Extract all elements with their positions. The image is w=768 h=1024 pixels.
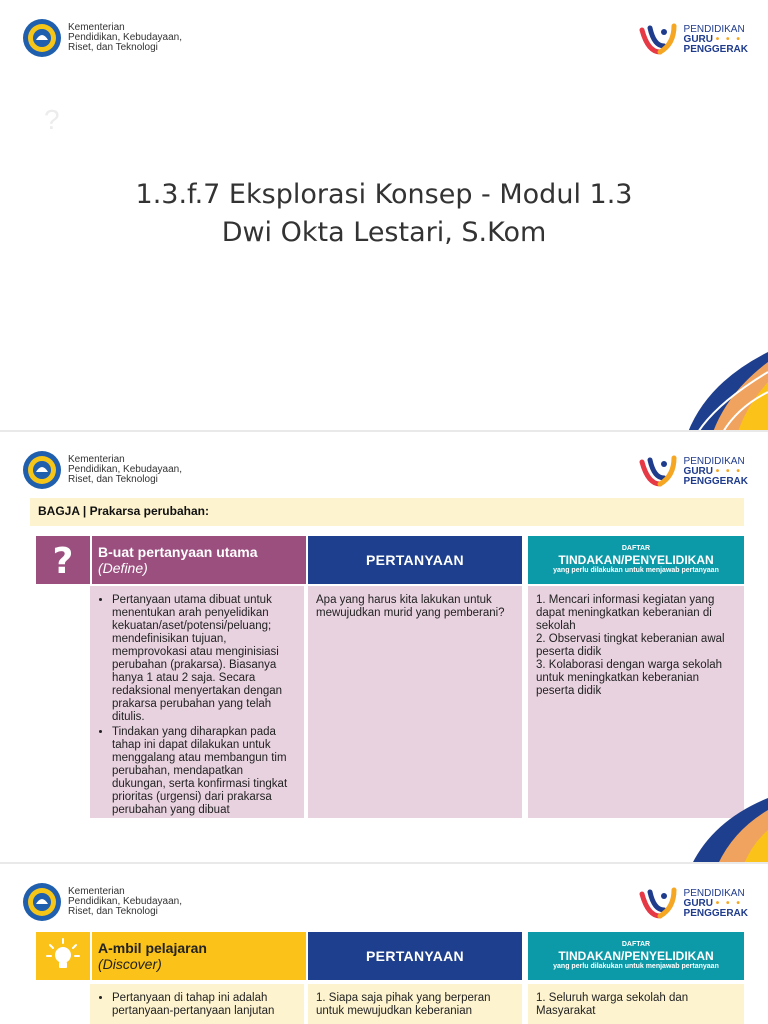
guru-penggerak-text: PENDIDIKAN GURU • • • PENGGERAK <box>683 24 748 55</box>
tut-wuri-handayani-logo-icon <box>22 882 62 922</box>
guru-penggerak-logo-icon <box>638 454 678 490</box>
step-title: A-mbil pelajaran <box>98 939 207 956</box>
action-item: 2. Observasi tingkat keberanian awal peserta didik <box>536 633 725 658</box>
svg-text:?: ? <box>52 541 74 579</box>
lightbulb-icon <box>36 932 90 980</box>
question-box <box>308 586 522 818</box>
decorative-pattern-icon <box>668 352 768 432</box>
question-mark-icon <box>36 536 90 584</box>
question-text: Apa yang harus kita lakukan untuk mewujudkan murid yang pemberani? <box>316 594 505 619</box>
kemdikbud-text: Kementerian Pendidikan, Kebudayaan, Riset, dan Teknologi <box>68 22 182 53</box>
tut-wuri-handayani-logo-icon <box>22 450 62 490</box>
kemdikbud-brand <box>22 18 182 58</box>
explain-item: • Pertanyaan utama dibuat untuk menentukan arah penyelidikan kekuatan/aset/potensi/peluang; mendefinisikan tujuan, memprovokasi atau menginisiasi perubahan (prakarsa). Biasanya hanya 1 atau 2 saja. Secara redaksional menyertakan dengan prakarsa perubahan yang telah ditulis. <box>112 594 296 724</box>
step-subtitle: (Discover) <box>98 955 162 972</box>
step-title: B-uat pertanyaan utama <box>98 543 258 560</box>
explain-box <box>90 586 304 818</box>
kemdikbud-text: Kementerian Pendidikan, Kebudayaan, Riset, dan Teknologi <box>68 886 182 917</box>
step-discover-header <box>36 932 306 980</box>
bagja-banner: BAGJA | Prakarsa perubahan: <box>30 498 744 526</box>
action-box <box>528 984 744 1024</box>
pertanyaan-header: PERTANYAAN <box>308 932 522 980</box>
step-subtitle: (Define) <box>98 559 148 576</box>
question-box <box>308 984 522 1024</box>
tindakan-header: DAFTAR TINDAKAN/PENYELIDIKAN yang perlu dilakukan untuk menjawab pertanyaan <box>528 932 744 980</box>
step-define-header <box>36 536 306 584</box>
pertanyaan-header: PERTANYAAN <box>308 536 522 584</box>
explain-item: • Pertanyaan di tahap ini adalah pertanyaan-pertanyaan lanjutan <box>112 992 296 1018</box>
author-name: Dwi Okta Lestari, S.Kom <box>221 217 547 248</box>
slide-title-text <box>0 176 768 252</box>
action-item: 3. Kolaborasi dengan warga sekolah untuk meningkatkan keberanian peserta didik <box>536 659 723 697</box>
guru-penggerak-logo-icon <box>638 886 678 922</box>
kemdikbud-brand <box>22 450 182 490</box>
decorative-pattern-icon <box>678 798 768 864</box>
guru-penggerak-logo-icon <box>638 22 678 58</box>
tut-wuri-handayani-logo-icon <box>22 18 62 58</box>
guru-penggerak-brand <box>638 22 748 58</box>
kemdikbud-brand <box>22 882 182 922</box>
module-title: 1.3.f.7 Eksplorasi Konsep - Modul 1.3 <box>135 179 633 210</box>
question-text: 1. Siapa saja pihak yang berperan untuk mewujudkan keberanian <box>316 992 491 1017</box>
slide-define <box>0 432 768 864</box>
slide-discover <box>0 864 768 1024</box>
kemdikbud-text: Kementerian Pendidikan, Kebudayaan, Riset, dan Teknologi <box>68 454 182 485</box>
guru-penggerak-brand <box>638 886 748 922</box>
action-box <box>528 586 744 818</box>
slide-title <box>0 0 768 432</box>
guru-penggerak-text: PENDIDIKAN GURU • • • PENGGERAK <box>683 456 748 487</box>
explain-box <box>90 984 304 1024</box>
action-item: 1. Mencari informasi kegiatan yang dapat meningkatkan keberanian di sekolah <box>536 594 715 632</box>
explain-item: • Tindakan yang diharapkan pada tahap ini dapat dilakukan untuk menggalang atau membangun tim perubahan, mendapatkan dukungan, serta konfirmasi tingkat prioritas (urgensi) dari prakarsa perubahan yang dibuat <box>112 726 296 817</box>
faint-question-icon: ? <box>44 104 60 135</box>
guru-penggerak-text: PENDIDIKAN GURU • • • PENGGERAK <box>683 888 748 919</box>
action-item: 1. Seluruh warga sekolah dan Masyarakat <box>536 992 689 1017</box>
tindakan-header: DAFTAR TINDAKAN/PENYELIDIKAN yang perlu dilakukan untuk menjawab pertanyaan <box>528 536 744 584</box>
guru-penggerak-brand <box>638 454 748 490</box>
